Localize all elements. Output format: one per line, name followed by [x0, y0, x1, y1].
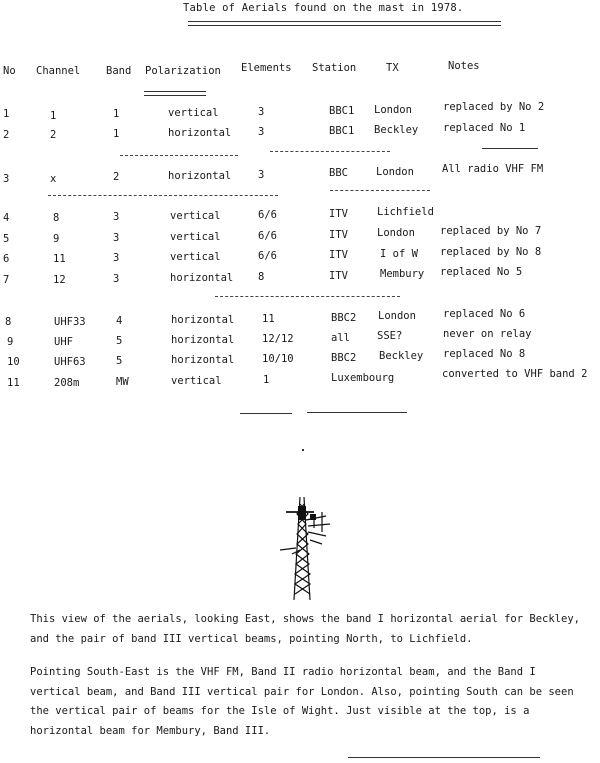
row10-tx: Beckley [379, 350, 424, 362]
row2-band: 1 [113, 128, 120, 140]
row9-channel: UHF [54, 336, 73, 348]
separator-line [330, 190, 430, 191]
row9-station: all [331, 332, 350, 344]
row4-station: ITV [329, 208, 348, 220]
row5-no: 5 [3, 233, 10, 245]
separator-line [48, 195, 278, 196]
row9-band: 5 [116, 335, 123, 347]
row5-notes: replaced by No 7 [440, 225, 542, 237]
row1-pol: vertical [168, 107, 219, 119]
header-tx: TX [386, 62, 399, 74]
row6-elements: 6/6 [258, 250, 277, 262]
row8-no: 8 [5, 316, 12, 328]
row6-no: 6 [3, 253, 10, 265]
row1-band: 1 [113, 108, 120, 120]
row5-band: 3 [113, 232, 120, 244]
row9-tx: SSE? [377, 330, 403, 342]
row8-channel: UHF33 [54, 316, 86, 328]
row6-station: ITV [329, 249, 348, 261]
row2-station: BBC1 [329, 125, 355, 137]
header-channel: Channel [36, 65, 81, 77]
row8-station: BBC2 [331, 312, 357, 324]
row11-notes: converted to VHF band 2 [442, 368, 588, 380]
row3-tx: London [376, 166, 414, 178]
row5-station: ITV [329, 229, 348, 241]
row7-station: ITV [329, 270, 348, 282]
row11-channel: 208m [54, 377, 80, 389]
separator-line [240, 413, 292, 414]
row11-no: 11 [7, 377, 20, 389]
row6-band: 3 [113, 252, 120, 264]
row5-pol: vertical [170, 231, 221, 243]
row7-tx: Membury [380, 268, 425, 280]
row7-no: 7 [3, 274, 10, 286]
row11-elements: 1 [263, 374, 270, 386]
header-no: No [3, 65, 16, 77]
row11-pol: vertical [171, 375, 222, 387]
row1-tx: London [374, 104, 412, 116]
row6-pol: vertical [170, 251, 221, 263]
row8-elements: 11 [262, 313, 275, 325]
row8-tx: London [378, 310, 416, 322]
row4-pol: vertical [170, 210, 221, 222]
page-title: Table of Aerials found on the mast in 1978. [183, 2, 464, 14]
separator-line [307, 412, 407, 413]
header-band: Band [106, 65, 132, 77]
row10-channel: UHF63 [54, 356, 86, 368]
row3-pol: horizontal [168, 170, 232, 182]
row3-elements: 3 [258, 169, 265, 181]
row3-notes: All radio VHF FM [442, 163, 544, 175]
header-elements: Elements [241, 62, 292, 74]
row3-band: 2 [113, 171, 120, 183]
separator-line [215, 296, 400, 297]
separator-line [482, 148, 538, 149]
separator-line [120, 155, 238, 156]
row4-channel: 8 [53, 212, 60, 224]
caption-paragraph: This view of the aerials, looking East, shows the band I horizontal aerial for Beckley, and the pair of band III vertical beams, pointing North, to Lichfield. [30, 613, 580, 645]
title-underline [188, 21, 501, 26]
row7-band: 3 [113, 273, 120, 285]
row4-band: 3 [113, 211, 120, 223]
separator-line [348, 757, 540, 758]
row9-pol: horizontal [171, 334, 235, 346]
row2-tx: Beckley [374, 124, 419, 136]
row3-station: BBC [329, 167, 348, 179]
header-polarization: Polarization [145, 65, 221, 77]
row4-no: 4 [3, 212, 10, 224]
row7-channel: 12 [53, 274, 66, 286]
row1-notes: replaced by No 2 [443, 101, 545, 113]
aerial-mast-photo [270, 492, 340, 602]
row7-elements: 8 [258, 271, 265, 283]
header-notes: Notes [448, 60, 480, 72]
row5-elements: 6/6 [258, 230, 277, 242]
row6-notes: replaced by No 8 [440, 246, 542, 258]
row10-station: BBC2 [331, 352, 357, 364]
header-underline [144, 91, 206, 96]
row4-tx: Lichfield [377, 206, 434, 218]
row2-channel: 2 [50, 129, 57, 141]
row2-pol: horizontal [168, 127, 232, 139]
speck [302, 449, 304, 451]
row7-notes: replaced No 5 [440, 266, 523, 278]
row4-elements: 6/6 [258, 209, 277, 221]
row9-elements: 12/12 [262, 333, 294, 345]
row10-notes: replaced No 8 [443, 348, 526, 360]
row1-station: BBC1 [329, 105, 355, 117]
row1-elements: 3 [258, 106, 265, 118]
row2-notes: replaced No 1 [443, 122, 526, 134]
row11-station: Luxembourg [331, 372, 395, 384]
row8-notes: replaced No 6 [443, 308, 526, 320]
row5-tx: London [377, 227, 415, 239]
row6-tx: I of W [380, 248, 418, 260]
separator-line [270, 151, 390, 152]
row11-band: MW [116, 376, 129, 388]
row9-no: 9 [7, 336, 14, 348]
row7-pol: horizontal [170, 272, 234, 284]
row6-channel: 11 [53, 253, 66, 265]
row9-notes: never on relay [443, 328, 532, 340]
row2-no: 2 [3, 129, 10, 141]
caption-paragraph: Pointing South-East is the VHF FM, Band II radio horizontal beam, and the Band I vertical beam, and Band III vertical pair for London. Also, pointing South can be seen the vertical pair of beams for the Isle of Wight. Just visible at the top, is a horizontal beam for Membury, Band III. [30, 666, 574, 737]
row8-pol: horizontal [171, 314, 235, 326]
row1-channel: 1 [50, 110, 57, 122]
row10-band: 5 [116, 355, 123, 367]
row3-channel: x [50, 173, 57, 185]
row8-band: 4 [116, 315, 123, 327]
row10-no: 10 [7, 356, 20, 368]
header-station: Station [312, 62, 357, 74]
row10-pol: horizontal [171, 354, 235, 366]
row3-no: 3 [3, 173, 10, 185]
row10-elements: 10/10 [262, 353, 294, 365]
row1-no: 1 [3, 108, 10, 120]
row2-elements: 3 [258, 126, 265, 138]
row5-channel: 9 [53, 233, 60, 245]
